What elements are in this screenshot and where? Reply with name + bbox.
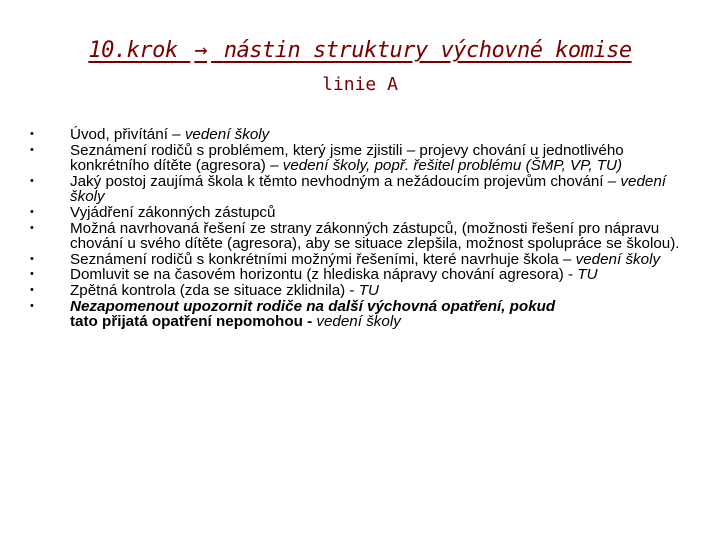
item-italic-text: vedení školy, popř. řešitel problému (ŠMP, VP, TU)	[282, 157, 623, 175]
slide-subtitle: linie A	[322, 74, 398, 95]
title-text: nástin struktury výchovné komise	[223, 38, 632, 63]
list-item	[26, 252, 686, 268]
item-text: Domluvit se na časovém horizontu (z hlediska nápravy chování agresora) -	[70, 266, 578, 284]
item-text: Možná navrhovaná řešení ze strany zákonných zástupců, (možnosti řešení pro nápravu chování u svého dítěte (agresora), aby se situace zlepšila, možnost spolupráce se školou).	[70, 219, 680, 253]
list-item	[26, 299, 686, 330]
item-text: Zpětná kontrola (zda se situace zklidnila) -	[70, 281, 359, 299]
item-bold-text: tato přijatá opatření nepomohou -	[70, 313, 317, 331]
bullet-list	[26, 127, 686, 330]
item-italic-text: TU	[358, 281, 379, 299]
item-bold-italic-text: Nezapomenout upozornit rodiče na další výchovná opatření, pokud	[70, 297, 556, 315]
list-item	[26, 267, 686, 283]
item-italic-text: vedení školy	[575, 250, 661, 268]
list-item	[26, 127, 686, 143]
list-item	[26, 205, 686, 221]
slide-title	[0, 38, 720, 63]
item-text: Jaký postoj zaujímá škola k těmto nevhodným a nežádoucím projevům chování –	[70, 172, 621, 190]
item-italic-text: TU	[577, 266, 598, 284]
item-italic-text: vedení školy	[184, 126, 270, 143]
item-text: Vyjádření zákonných zástupců	[70, 203, 276, 221]
item-text: Úvod, přivítání –	[70, 126, 185, 143]
list-item	[26, 174, 686, 205]
list-item	[26, 221, 686, 252]
list-item	[26, 143, 686, 174]
item-italic-text: vedení školy	[70, 172, 667, 206]
item-italic-text: vedení školy	[316, 313, 401, 331]
item-text: Seznámení rodičů s konkrétními možnými řešeními, které navrhuje škola –	[70, 250, 576, 268]
list-item	[26, 283, 686, 299]
title-step: 10.krok	[88, 38, 178, 63]
item-text: Seznámení rodičů s problémem, který jsme zjistili – projevy chování u jednotlivého konkrétního dítěte (agresora) –	[70, 141, 624, 175]
arrow-right-icon: →	[194, 38, 208, 63]
